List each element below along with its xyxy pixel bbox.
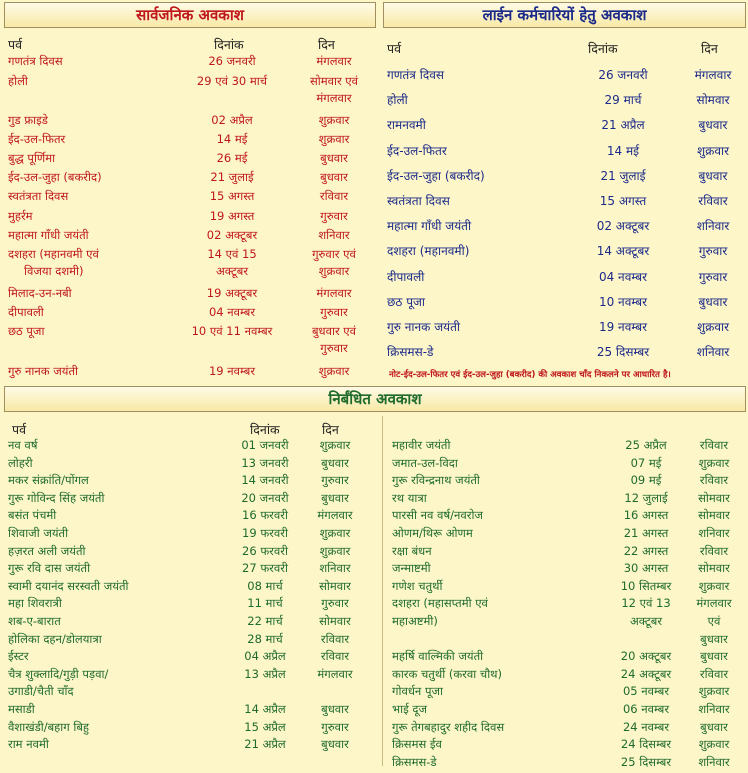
restricted-festival-date: 25 दिसम्बर [620, 754, 672, 769]
restricted-festival-name: जन्माष्टमी [392, 561, 431, 576]
public-festival-day: गुरुवार [320, 340, 348, 355]
public-festival-date: 14 मई [216, 132, 248, 146]
restricted-festival-date: 21 अगस्त [623, 526, 669, 540]
line-staff-header-date: दिनांक [588, 41, 618, 56]
restricted-festival-day: रविवार [699, 473, 729, 488]
public-header-day: दिन [318, 37, 335, 52]
restricted-festival-name: रक्षा बंधन [392, 543, 432, 558]
restricted-festival-name: वैशाखंडी/बहाग बिहु [8, 719, 90, 734]
restricted-festival-day: गुरुवार [321, 719, 349, 734]
restricted-festival-name: गुरू रवि दास जयंती [8, 561, 91, 576]
restricted-festival-name: गोवर्धन पूजा [392, 684, 444, 699]
restricted-festival-date: 12 एवं 13 [621, 596, 671, 611]
line-staff-festival-name: होली [387, 93, 408, 108]
public-festival-name: गणतंत्र दिवस [8, 54, 63, 68]
public-festival-day: शुक्रवार [318, 364, 350, 378]
restricted-festival-day: सोमवार [319, 578, 351, 593]
restricted-festival-date: 24 नवम्बर [622, 719, 670, 734]
restricted-festival-name: भाई दूज [392, 702, 428, 716]
restricted-festival-day: शुक्रवार [698, 737, 730, 752]
public-festival-date: 21 जुलाई [210, 170, 254, 184]
restricted-festival-day: रविवार [699, 438, 729, 452]
restricted-festival-date: 13 अप्रैल [244, 666, 286, 681]
public-festival-day: शुक्रवार [318, 113, 350, 127]
restricted-festival-name: स्वामी दयानंद सरस्वती जयंती [8, 578, 129, 593]
restricted-festival-day: मंगलवार [317, 666, 353, 681]
restricted-column-divider [382, 416, 383, 766]
line-staff-festival-date: 02 अक्टूबर [596, 219, 650, 234]
restricted-festival-date: अक्टूबर [629, 614, 663, 628]
restricted-festival-day: शनिवार [698, 754, 730, 769]
line-staff-festival-date: 21 अप्रैल [601, 118, 645, 133]
public-festival-name: विजया दशमी) [24, 263, 84, 278]
public-festival-day: सोमवार एवं [309, 74, 359, 88]
public-festival-date: 19 अगस्त [209, 209, 255, 223]
public-header-festival: पर्व [8, 37, 23, 52]
public-festival-name: दशहरा (महानवमी एवं [8, 247, 99, 261]
restricted-festival-date: 20 जनवरी [241, 490, 289, 505]
restricted-festival-name: चैत्र शुक्लादि/गुड़ी पड़वा/ [8, 666, 109, 681]
line-staff-festival-day: सोमवार [696, 93, 730, 108]
restricted-festival-name: पारसी नव वर्ष/नवरोज [392, 508, 483, 523]
restricted-festival-date: 14 अप्रैल [244, 702, 286, 716]
restricted-festival-name: महर्षि वाल्मिकी जयंती [392, 649, 484, 664]
public-festival-day: गुरुवार एवं [312, 247, 356, 261]
restricted-festival-day: बुधवार [700, 649, 728, 664]
public-festival-day: मंगलवार [316, 90, 352, 105]
restricted-festival-date: 09 मई [630, 473, 662, 488]
restricted-festival-name: होलिका दहन/डोलयात्रा [8, 631, 102, 646]
restricted-festival-day: शुक्रवार [319, 543, 351, 558]
restricted-festival-date: 21 अप्रैल [244, 737, 286, 752]
restricted-holidays-title: निर्बंधित अवकाश [4, 386, 746, 412]
public-festival-day: गुरुवार [320, 209, 348, 223]
public-festival-date: 26 जनवरी [208, 54, 256, 68]
restricted-festival-day: मंगलवार [317, 508, 353, 523]
restricted-festival-name: रथ यात्रा [392, 490, 427, 505]
public-festival-date: 15 अगस्त [209, 189, 255, 203]
public-festival-name: गुरु नानक जयंती [8, 364, 78, 378]
restricted-festival-day: रविवार [699, 543, 729, 558]
restricted-festival-day: सोमवार [698, 508, 730, 523]
restricted-festival-date: 16 अगस्त [623, 508, 669, 523]
restricted-festival-date: 20 अक्टूबर [620, 649, 672, 664]
line-staff-festival-day: शुक्रवार [696, 320, 730, 334]
restricted-festival-day: शुक्रवार [319, 438, 351, 452]
public-festival-day: बुधवार [320, 151, 348, 165]
public-festival-date: 19 अक्टूबर [206, 286, 258, 300]
restricted-festival-date: 26 फरवरी [242, 543, 288, 558]
line-staff-festival-date: 19 नवम्बर [598, 320, 648, 334]
restricted-festival-name: शिवाजी जयंती [8, 526, 69, 540]
restricted-festival-name: महावीर जयंती [392, 438, 451, 452]
line-staff-festival-day: शनिवार [696, 345, 730, 360]
restricted-festival-date: 19 फरवरी [242, 526, 288, 540]
restricted-festival-date: 07 मई [630, 455, 662, 470]
restricted-festival-date: 10 सितम्बर [620, 578, 672, 593]
public-festival-date: 26 मई [216, 151, 248, 165]
public-festival-date: 02 अक्टूबर [206, 228, 258, 242]
public-festival-name: ईद-उल-जुहा (बकरीद) [8, 170, 102, 184]
line-staff-festival-day: रविवार [698, 194, 728, 208]
restricted-holidays-panel [4, 386, 746, 771]
line-staff-festival-name: रामनवमी [387, 118, 426, 133]
public-festival-date: 19 नवम्बर [208, 364, 256, 378]
restricted-festival-date: 01 जनवरी [241, 438, 289, 452]
line-staff-festival-date: 10 नवम्बर [598, 294, 648, 309]
restricted-festival-name: कारक चतुर्थी (करवा चौथ) [392, 666, 503, 681]
restricted-festival-date: 14 जनवरी [241, 473, 289, 488]
public-holidays-panel [4, 2, 376, 380]
line-staff-festival-day: मंगलवार [694, 68, 732, 82]
restricted-festival-name: गुरू रविन्द्रनाथ जयंती [392, 473, 480, 488]
public-festival-day: मंगलवार [316, 54, 352, 68]
restricted-header-date: दिनांक [250, 422, 280, 437]
restricted-festival-name: गुरू गोविन्द सिंह जयंती [8, 490, 105, 505]
public-festival-day: शुक्रवार [318, 263, 350, 278]
restricted-festival-name: गुरू तेगबहादुर शहीद दिवस [392, 719, 505, 734]
line-staff-festival-date: 14 अक्टूबर [596, 244, 650, 259]
restricted-festival-day: शुक्रवार [698, 578, 730, 593]
restricted-festival-day: शुक्रवार [698, 455, 730, 470]
restricted-festival-date: 25 अप्रैल [625, 438, 667, 452]
restricted-festival-date: 30 अगस्त [623, 561, 669, 576]
restricted-festival-day: बुधवार [321, 455, 349, 470]
restricted-festival-day: रविवार [320, 631, 350, 646]
restricted-festival-name: महा शिवरात्री [8, 596, 62, 611]
public-festival-date: 02 अप्रैल [211, 113, 253, 127]
public-festival-day: रविवार [319, 189, 349, 203]
public-festival-name: दीपावली [8, 305, 44, 319]
restricted-festival-name: शब-ए-बारात [8, 614, 61, 628]
line-staff-festival-name: दशहरा (महानवमी) [387, 244, 470, 259]
restricted-festival-name: मसाडी [8, 702, 35, 716]
line-staff-festival-date: 14 मई [606, 143, 640, 158]
line-staff-note: नोट-ईद-उल-फितर एवं ईद-उल-जुहा (बकरीद) की अवकाश चाँद निकलने पर आधारित है। [389, 370, 671, 380]
line-staff-festival-date: 15 अगस्त [599, 194, 647, 208]
line-staff-festival-day: शुक्रवार [696, 143, 730, 158]
restricted-festival-name: मकर संक्रांति/पोंगल [8, 473, 89, 488]
line-staff-festival-name: स्वतंत्रता दिवस [387, 194, 450, 208]
public-festival-day: बुधवार एवं [311, 324, 357, 338]
line-staff-header-day: दिन [701, 41, 718, 56]
line-staff-festival-name: छठ पूजा [387, 294, 426, 309]
restricted-festival-day: शनिवार [319, 561, 351, 576]
restricted-festival-date: 24 अक्टूबर [620, 666, 672, 681]
restricted-festival-day: शुक्रवार [698, 684, 730, 699]
public-festival-day: मंगलवार [316, 286, 352, 300]
restricted-header-festival: पर्व [12, 422, 27, 437]
restricted-festival-date: 15 अप्रैल [244, 719, 286, 734]
line-staff-festival-date: 21 जुलाई [600, 168, 646, 183]
public-festival-day: बुधवार [320, 170, 348, 184]
restricted-festival-day: बुधवार [321, 490, 349, 505]
restricted-festival-name: गणेश चतुर्थी [392, 578, 443, 593]
restricted-festival-name: उगाडी/चैती चाँद [8, 684, 74, 699]
restricted-festival-day: बुधवार [321, 737, 349, 752]
restricted-festival-day: शुक्रवार [319, 526, 351, 540]
line-staff-festival-day: शनिवार [696, 219, 730, 234]
restricted-festival-date: 22 अगस्त [623, 543, 669, 558]
public-festival-day: शुक्रवार [318, 132, 350, 146]
restricted-festival-day: बुधवार [700, 631, 728, 646]
line-staff-header-festival: पर्व [387, 41, 402, 56]
public-festival-name: बुद्ध पूर्णिमा [8, 151, 56, 165]
restricted-header-day: दिन [322, 422, 339, 437]
public-festival-name: होली [8, 74, 28, 88]
public-festival-name: मिलाद-उन-नबी [8, 286, 72, 300]
restricted-festival-name: राम नवमी [8, 737, 49, 752]
restricted-festival-date: 12 जुलाई [624, 490, 668, 505]
public-festival-date: अक्टूबर [215, 263, 249, 278]
restricted-festival-day: सोमवार [698, 490, 730, 505]
public-festival-name: ईद-उल-फितर [8, 132, 66, 146]
restricted-festival-day: गुरुवार [321, 473, 349, 488]
restricted-festival-date: 08 मार्च [247, 578, 283, 593]
line-staff-festival-name: गुरु नानक जयंती [387, 320, 461, 334]
restricted-festival-name: महाअष्टमी) [392, 614, 438, 628]
line-staff-festival-date: 29 मार्च [604, 93, 642, 108]
restricted-festival-day: गुरुवार [321, 596, 349, 611]
restricted-festival-name: दशहरा (महासप्तमी एवं [392, 596, 488, 611]
restricted-festival-name: नव वर्ष [8, 438, 38, 452]
restricted-festival-date: 27 फरवरी [242, 561, 288, 576]
line-staff-holidays-panel [383, 2, 746, 380]
line-staff-festival-name: महात्मा गाँधी जयंती [387, 219, 472, 234]
restricted-festival-date: 24 दिसम्बर [620, 737, 672, 752]
restricted-festival-day: सोमवार [319, 614, 351, 628]
public-festival-day: शनिवार [318, 228, 350, 242]
restricted-festival-day: शनिवार [698, 702, 730, 716]
line-staff-festival-name: दीपावली [387, 269, 425, 284]
line-staff-festival-name: ईद-उल-जुहा (बकरीद) [387, 168, 485, 183]
restricted-festival-name: क्रिसमस-डे [392, 754, 437, 769]
restricted-festival-date: 04 अप्रैल [244, 649, 286, 664]
restricted-festival-day: रविवार [699, 666, 729, 681]
restricted-festival-name: बसंत पंचमी [8, 508, 57, 523]
line-staff-festival-date: 25 दिसम्बर [596, 345, 650, 360]
restricted-festival-day: मंगलवार [696, 596, 732, 611]
restricted-festival-name: ईस्टर [8, 649, 29, 664]
line-staff-festival-day: गुरुवार [698, 244, 728, 259]
restricted-festival-date: 05 नवम्बर [622, 684, 670, 699]
public-festival-date: 10 एवं 11 नवम्बर [191, 324, 273, 338]
restricted-festival-date: 16 फरवरी [242, 508, 288, 523]
public-holidays-title: सार्वजनिक अवकाश [4, 2, 376, 28]
restricted-festival-date: 13 जनवरी [241, 455, 289, 470]
line-staff-festival-day: बुधवार [698, 168, 728, 183]
restricted-festival-date: 06 नवम्बर [622, 702, 670, 716]
restricted-festival-date: 28 मार्च [247, 631, 283, 646]
restricted-festival-day: एवं [707, 614, 721, 628]
public-festival-name: गुड फ्राइडे [8, 113, 48, 127]
public-festival-day: गुरुवार [320, 305, 348, 319]
line-staff-festival-day: बुधवार [698, 118, 728, 133]
restricted-festival-day: सोमवार [698, 561, 730, 576]
restricted-festival-date: 11 मार्च [247, 596, 283, 611]
restricted-festival-name: लोहरी [8, 455, 33, 470]
restricted-festival-name: जमात-उल-विदा [392, 455, 458, 470]
restricted-festival-day: शनिवार [698, 526, 730, 540]
restricted-festival-name: हज़रत अली जयंती [8, 543, 86, 558]
line-staff-festival-date: 04 नवम्बर [598, 269, 648, 284]
public-festival-date: 14 एवं 15 [207, 247, 257, 261]
line-staff-festival-day: बुधवार [698, 294, 728, 309]
public-festival-date: 29 एवं 30 मार्च [196, 74, 268, 88]
line-staff-festival-name: क्रिसमस-डे [387, 345, 434, 360]
restricted-festival-day: बुधवार [321, 702, 349, 716]
line-staff-festival-date: 26 जनवरी [598, 68, 648, 82]
public-festival-name: महात्मा गाँधी जयंती [8, 228, 89, 242]
restricted-festival-name: ओणम/थिरू ओणम [392, 526, 473, 540]
public-festival-name: छठ पूजा [8, 324, 45, 338]
line-staff-festival-name: गणतंत्र दिवस [387, 68, 444, 82]
public-header-date: दिनांक [214, 37, 244, 52]
public-festival-name: मुहर्रम [8, 209, 33, 223]
restricted-festival-day: रविवार [320, 649, 350, 664]
public-festival-name: स्वतंत्रता दिवस [8, 189, 69, 203]
restricted-festival-day: बुधवार [700, 719, 728, 734]
restricted-festival-name: क्रिसमस ईव [392, 737, 442, 752]
public-festival-date: 04 नवम्बर [208, 305, 256, 319]
line-staff-festival-day: गुरुवार [698, 269, 728, 284]
line-staff-festival-name: ईद-उल-फितर [387, 143, 447, 158]
restricted-festival-date: 22 मार्च [247, 614, 283, 628]
line-staff-holidays-title: लाईन कर्मचारियों हेतु अवकाश [383, 2, 746, 28]
